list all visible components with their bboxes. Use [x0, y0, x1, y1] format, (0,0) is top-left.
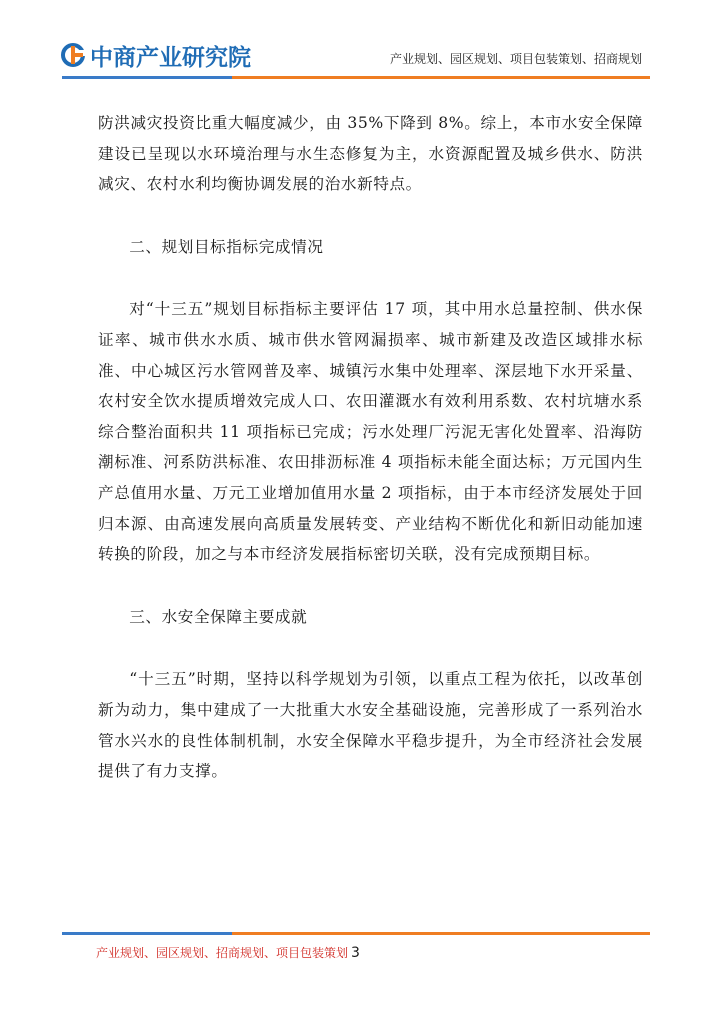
document-body [98, 108, 643, 819]
page-footer [96, 944, 360, 961]
logo-mark-icon [60, 42, 86, 68]
footer-rule-blue [62, 932, 232, 935]
logo [60, 38, 251, 72]
section-heading-3: 三、水安全保障主要成就 [129, 607, 308, 626]
page-number: 3 [351, 945, 360, 961]
header-tagline: 产业规划、园区规划、项目包装策划、招商规划 [389, 52, 642, 66]
paragraph-continuation: 防洪减灾投资比重大幅度减少，由 35%下降到 8%。综上，本市水安全保障建设已呈现以水环境治理与水生态修复为主，水资源配置及城乡供水、防洪减灾、农村水利均衡协调发展的治水新特点。 [98, 114, 643, 194]
paragraph-achievements: “十三五”时期，坚持以科学规划为引领，以重点工程为依托，以改革创新为动力，集中建成了一大批重大水安全基础设施，完善形成了一系列治水管水兴水的良性体制机制，水安全保障水平稳步提升，为全市经济社会发展提供了有力支撑。 [98, 670, 643, 781]
page-header [0, 0, 724, 80]
footer-text: 产业规划、园区规划、招商规划、项目包装策划 [96, 946, 349, 960]
paragraph-targets: 对“十三五”规划目标指标主要评估 17 项，其中用水总量控制、供水保证率、城市供水水质、城市供水管网漏损率、城市新建及改造区域排水标准、中心城区污水管网普及率、城镇污水集中处理率、深层地下水开采量、农村安全饮水提质增效完成人口、农田灌溉水有效利用系数、农村坑塘水系综合整治面积共 11 项指标已完成；污水处理厂污泥无害化处置率、沿海防潮标准、河系防洪标准、农田排沥标准 4 项指标未能全面达标；万元国内生产总值用水量、万元工业增加值用水量 2 项指标，由于本市经济发展处于回归本源、由高速发展向高质量发展转变、产业结构不断优化和新旧动能加速转换的阶段，加之与本市经济发展指标密切关联，没有完成预期目标。 [98, 300, 643, 564]
footer-rule-orange [232, 932, 650, 935]
header-rule-blue [62, 76, 232, 79]
header-rule-orange [232, 76, 650, 79]
section-heading-2: 二、规划目标指标完成情况 [129, 237, 324, 256]
logo-text: 中商产业研究院 [90, 44, 251, 71]
